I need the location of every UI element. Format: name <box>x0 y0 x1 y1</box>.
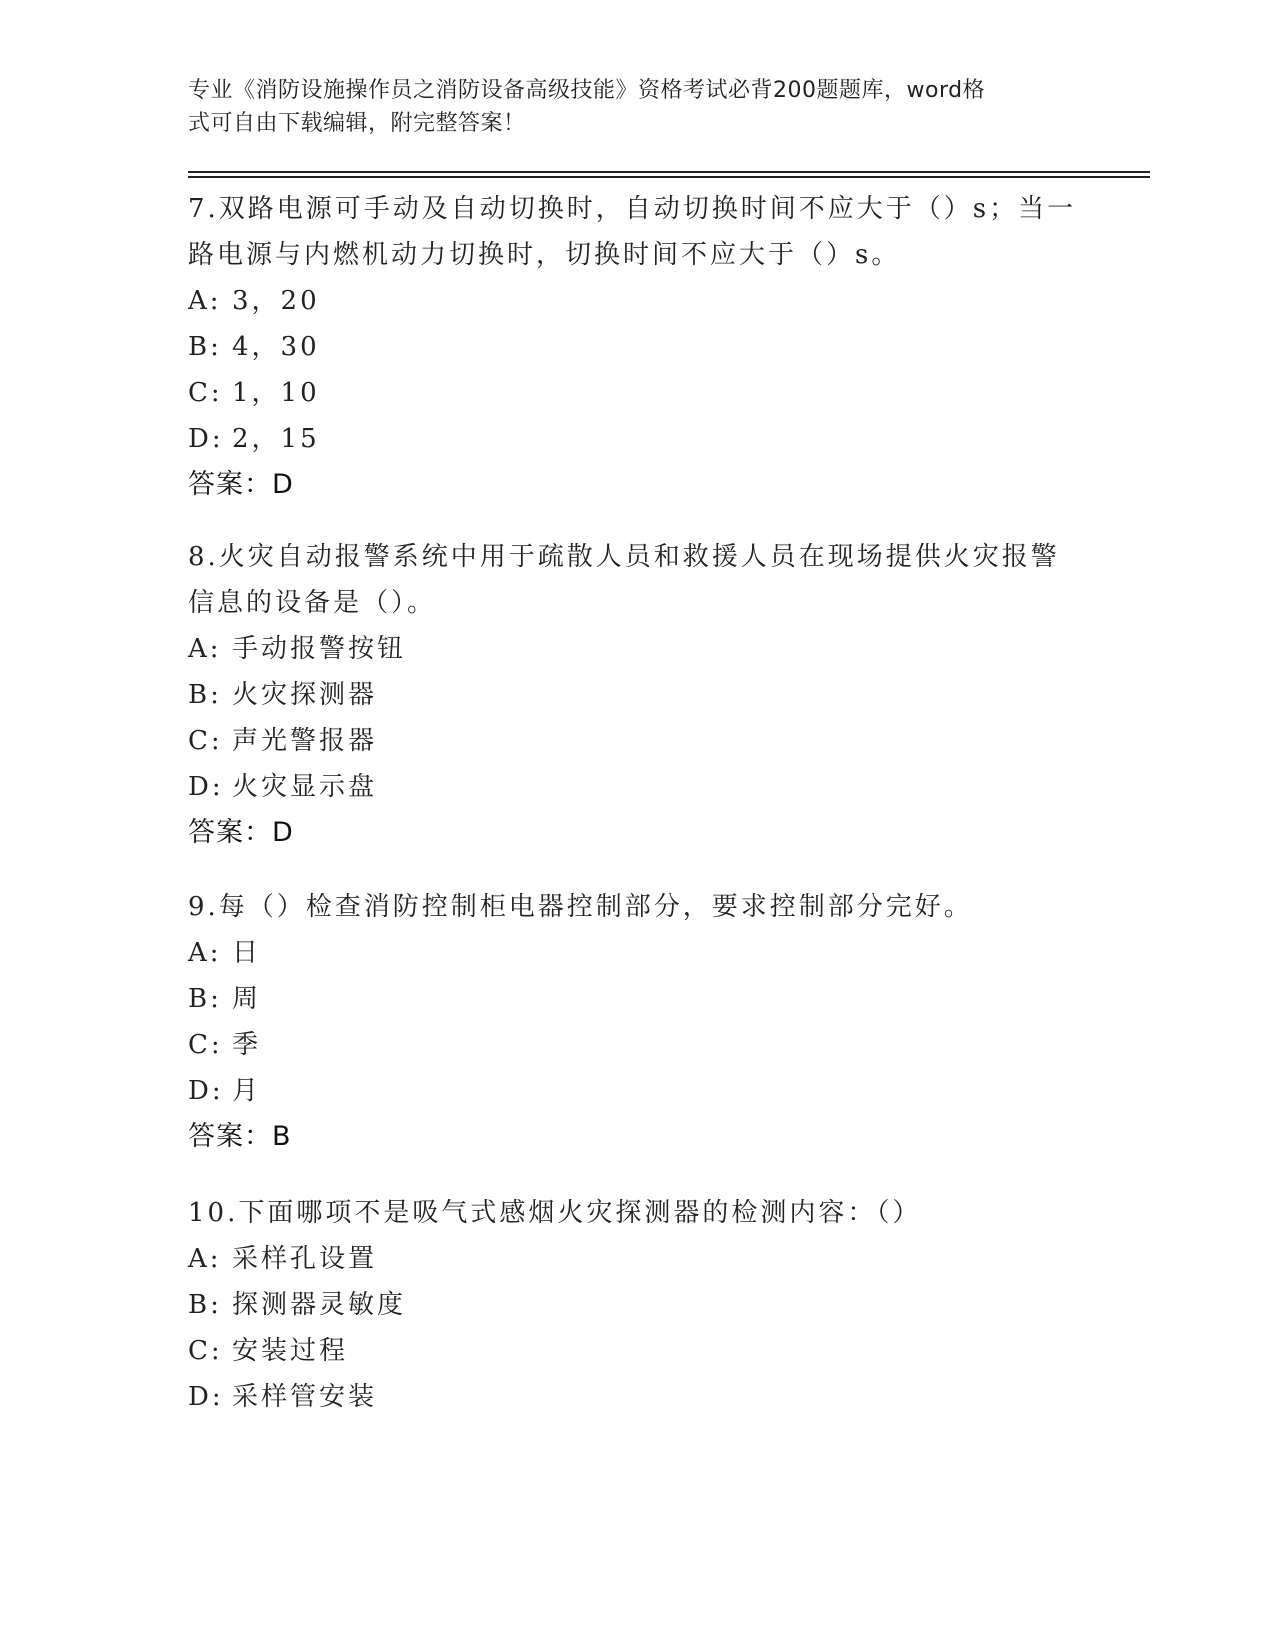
question-stem-line: 7.双路电源可手动及自动切换时，自动切换时间不应大于（）s；当一 <box>188 194 1077 224</box>
answer-line: 答案：D <box>188 817 294 848</box>
question-stem-line: 9.每（）检查消防控制柜电器控制部分，要求控制部分完好。 <box>188 892 973 922</box>
option-letter: A: <box>188 1244 222 1274</box>
option-text: 采样孔设置 <box>232 1244 378 1274</box>
header-line-2: 式可自由下载编辑，附完整答案！ <box>188 111 526 136</box>
option-letter: C: <box>188 378 223 408</box>
option-letter: C: <box>188 1030 223 1060</box>
option-letter: D: <box>188 424 224 454</box>
option-a <box>188 930 1088 976</box>
option-d <box>188 1068 1088 1114</box>
option-letter: C: <box>188 726 223 756</box>
answer-line: 答案：B <box>188 1121 292 1152</box>
option-c <box>188 370 1088 416</box>
document-header <box>188 74 1068 140</box>
option-d <box>188 1374 1088 1420</box>
option-text: 火灾显示盘 <box>232 772 378 802</box>
question-7 <box>188 186 1088 508</box>
option-letter: B: <box>188 1290 222 1320</box>
option-a <box>188 278 1088 324</box>
option-b <box>188 1282 1088 1328</box>
header-line-1: 专业《消防设施操作员之消防设备高级技能》资格考试必背200题题库，word格 <box>188 78 986 103</box>
answer-line: 答案：D <box>188 469 294 500</box>
option-text: 周 <box>232 984 262 1014</box>
option-text: 声光警报器 <box>232 726 378 756</box>
option-d <box>188 764 1088 810</box>
question-stem-line: 路电源与内燃机动力切换时，切换时间不应大于（）s。 <box>188 240 901 270</box>
option-text: 日 <box>232 938 262 968</box>
option-letter: D: <box>188 1076 224 1106</box>
option-b <box>188 672 1088 718</box>
option-letter: C: <box>188 1336 223 1366</box>
option-letter: A: <box>188 634 222 664</box>
option-text: 1，10 <box>232 378 320 408</box>
option-text: 季 <box>232 1030 262 1060</box>
question-stem-line: 8.火灾自动报警系统中用于疏散人员和救援人员在现场提供火灾报警 <box>188 542 1060 572</box>
question-stem-line: 信息的设备是（）。 <box>188 588 437 618</box>
header-divider-top <box>188 171 1150 173</box>
option-letter: B: <box>188 332 222 362</box>
option-letter: D: <box>188 1382 224 1412</box>
question-9 <box>188 884 1088 1160</box>
question-8 <box>188 534 1088 856</box>
question-stem-line: 10.下面哪项不是吸气式感烟火灾探测器的检测内容：（） <box>188 1198 922 1228</box>
header-divider-bottom <box>188 176 1150 178</box>
option-text: 探测器灵敏度 <box>232 1290 407 1320</box>
option-letter: A: <box>188 938 222 968</box>
option-c <box>188 718 1088 764</box>
option-text: 3，20 <box>232 286 320 316</box>
option-b <box>188 976 1088 1022</box>
option-text: 月 <box>232 1076 262 1106</box>
option-text: 4，30 <box>232 332 320 362</box>
option-text: 2，15 <box>232 424 320 454</box>
option-c <box>188 1022 1088 1068</box>
option-a <box>188 626 1088 672</box>
option-d <box>188 416 1088 462</box>
option-c <box>188 1328 1088 1374</box>
option-letter: B: <box>188 984 222 1014</box>
option-letter: A: <box>188 286 222 316</box>
option-letter: B: <box>188 680 222 710</box>
question-10 <box>188 1190 1088 1420</box>
option-b <box>188 324 1088 370</box>
option-text: 采样管安装 <box>232 1382 378 1412</box>
option-text: 火灾探测器 <box>232 680 378 710</box>
option-letter: D: <box>188 772 224 802</box>
option-text: 安装过程 <box>232 1336 349 1366</box>
option-text: 手动报警按钮 <box>232 634 407 664</box>
option-a <box>188 1236 1088 1282</box>
